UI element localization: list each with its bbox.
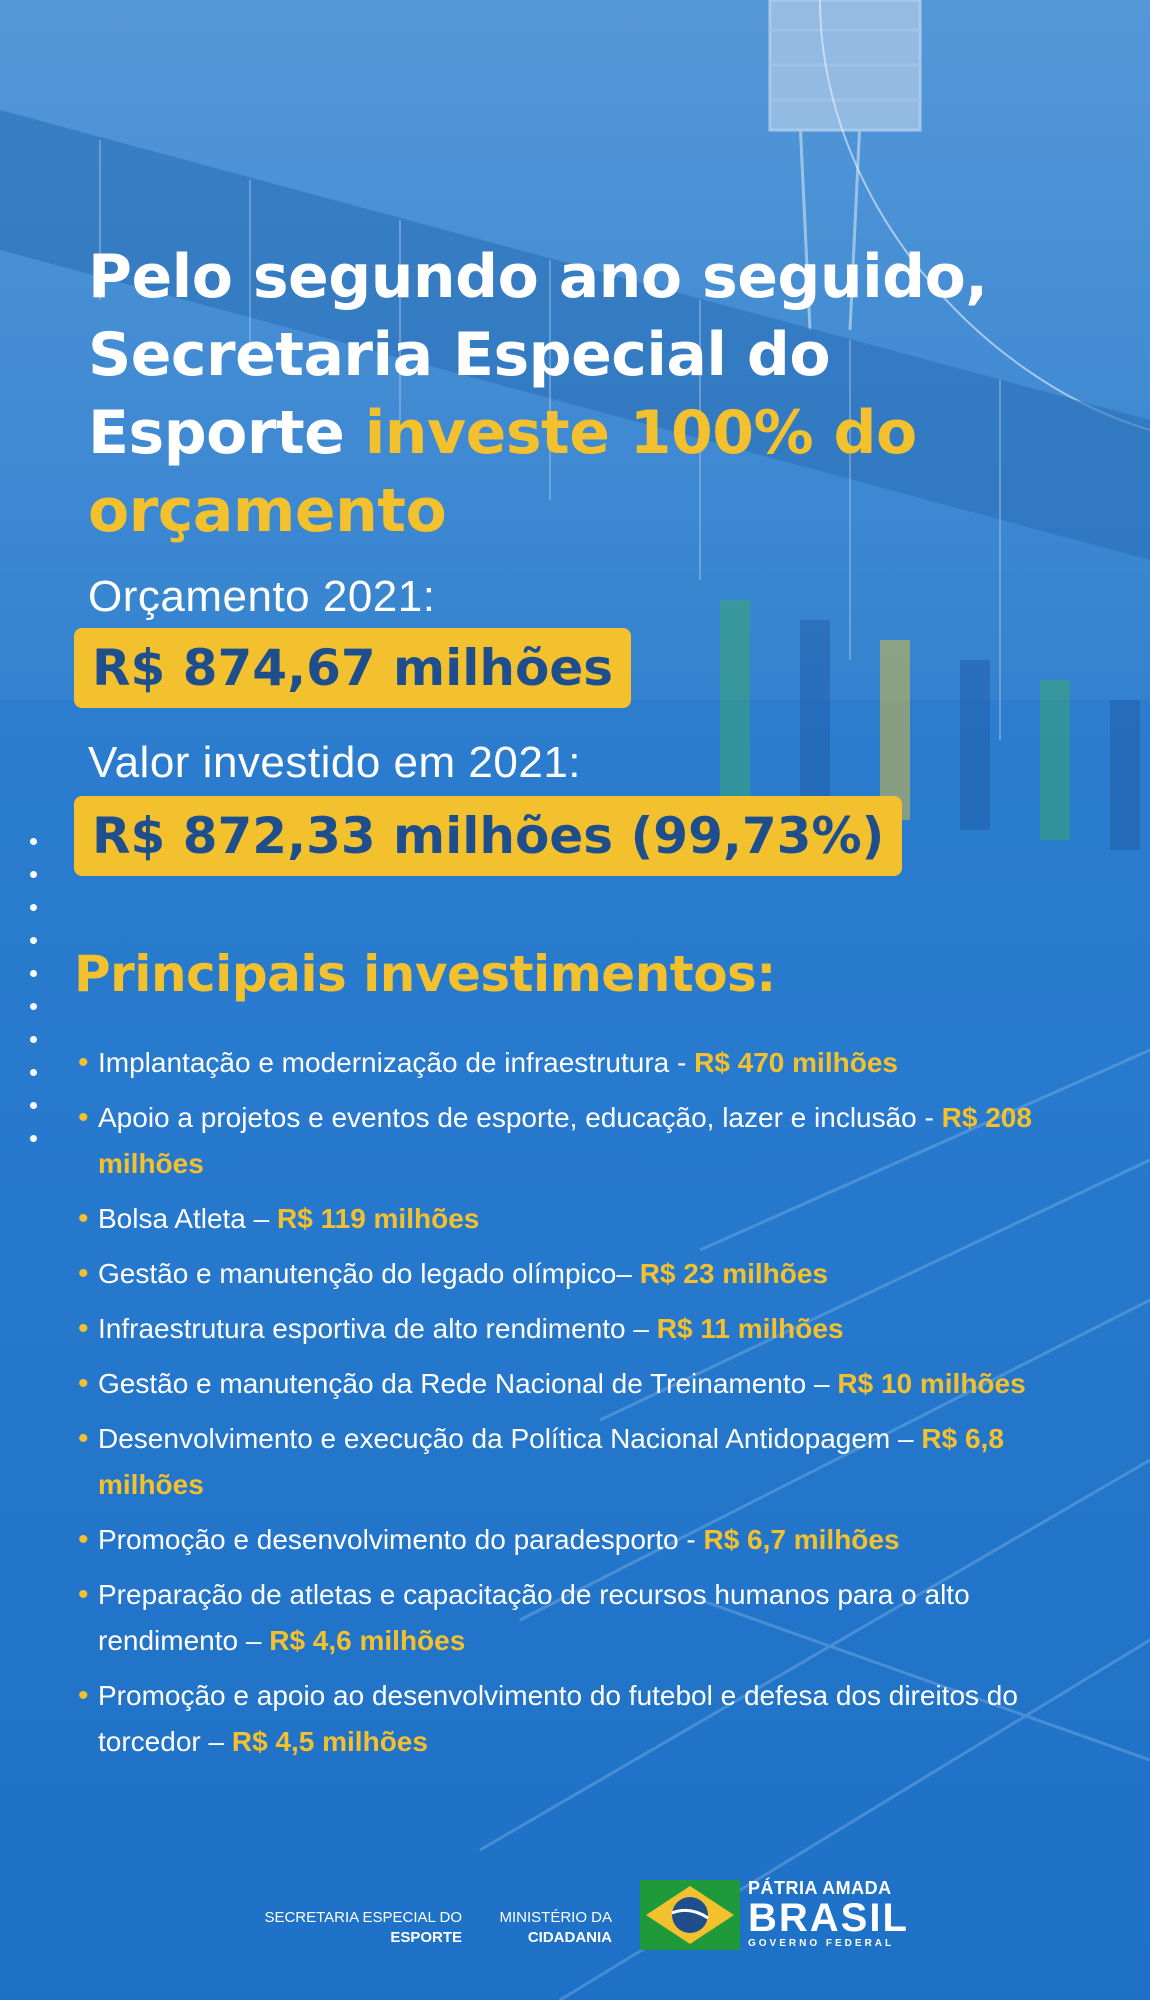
- bullet-icon: •: [78, 1367, 89, 1400]
- bullet-icon: •: [78, 1202, 89, 1235]
- ministerio-line-1: MINISTÉRIO DA: [499, 1909, 612, 1926]
- investment-item-value: R$ 6,7 milhões: [703, 1524, 900, 1555]
- headline: [88, 238, 1108, 550]
- budget-label: Orçamento 2021:: [88, 572, 436, 621]
- investment-item-text: Promoção e apoio ao desenvolvimento do futebol e defesa dos direitos do torcedor –: [98, 1680, 1018, 1757]
- investments-list: [78, 1040, 1078, 1774]
- invested-label: Valor investido em 2021:: [88, 738, 582, 787]
- bullet-icon: •: [78, 1523, 89, 1556]
- investment-item: [78, 1361, 1078, 1407]
- headline-line-1: Pelo segundo ano seguido,: [88, 242, 988, 312]
- ministerio-logo-text: [470, 1908, 612, 1948]
- investment-item-value: R$ 119 milhões: [277, 1203, 480, 1234]
- investment-item-value: R$ 23 milhões: [639, 1258, 829, 1289]
- investment-item: [78, 1517, 1078, 1563]
- investment-item-value: R$ 470 milhões: [694, 1047, 898, 1078]
- bullet-icon: •: [78, 1046, 89, 1079]
- investment-item-text: Preparação de atletas e capacitação de recursos humanos para o alto rendimento –: [98, 1579, 970, 1656]
- investment-item-value: R$ 4,5 milhões: [231, 1726, 428, 1757]
- investments-title: Principais investimentos:: [74, 945, 776, 1003]
- investment-item-value: R$ 6,8 milhões: [98, 1423, 1004, 1500]
- ministerio-line-2: CIDADANIA: [527, 1929, 612, 1946]
- footer: [0, 1870, 1150, 1970]
- headline-line-3: [88, 394, 1108, 472]
- invested-value-badge: R$ 872,33 milhões (99,73%): [74, 796, 902, 876]
- headline-line-4: orçamento: [88, 476, 447, 546]
- patria-amada-brasil-logo: [748, 1878, 909, 1950]
- investment-item-text: Implantação e modernização de infraestrutura -: [98, 1047, 695, 1078]
- headline-line-3-white: Esporte: [88, 398, 345, 468]
- investment-item-value: R$ 4,6 milhões: [269, 1625, 466, 1656]
- investment-item: [78, 1572, 1078, 1664]
- secretaria-line-1: SECRETARIA ESPECIAL DO: [264, 1909, 462, 1926]
- investment-item: [78, 1306, 1078, 1352]
- logo-line-1: PÁTRIA AMADA: [748, 1878, 892, 1898]
- investment-item-text: Desenvolvimento e execução da Política Nacional Antidopagem –: [98, 1423, 922, 1454]
- bullet-icon: •: [78, 1422, 89, 1455]
- budget-value-badge: R$ 874,67 milhões: [74, 628, 631, 708]
- headline-line-2: Secretaria Especial do: [88, 320, 831, 390]
- logo-line-3: GOVERNO FEDERAL: [748, 1938, 895, 1949]
- investment-item: [78, 1095, 1078, 1187]
- investment-item-value: R$ 10 milhões: [837, 1368, 1026, 1399]
- investment-item-value: R$ 11 milhões: [656, 1313, 844, 1344]
- investment-item-value: R$ 208 milhões: [98, 1102, 1032, 1179]
- investment-item: [78, 1416, 1078, 1508]
- secretaria-logo-text: [200, 1908, 462, 1948]
- secretaria-line-2: ESPORTE: [390, 1929, 462, 1946]
- investment-item-text: Apoio a projetos e eventos de esporte, educação, lazer e inclusão -: [98, 1102, 942, 1133]
- bullet-icon: •: [78, 1578, 89, 1611]
- investment-item: [78, 1040, 1078, 1086]
- decorative-dots: [30, 838, 40, 1168]
- logo-line-2: BRASIL: [748, 1896, 909, 1940]
- investment-item-text: Promoção e desenvolvimento do paradesporto -: [98, 1524, 704, 1555]
- investment-item: [78, 1251, 1078, 1297]
- bullet-icon: •: [78, 1101, 89, 1134]
- headline-line-3-highlight: investe 100% do: [364, 398, 917, 468]
- investment-item-text: Infraestrutura esportiva de alto rendimento –: [98, 1313, 657, 1344]
- bullet-icon: •: [78, 1257, 89, 1290]
- investment-item: [78, 1196, 1078, 1242]
- investment-item: [78, 1673, 1078, 1765]
- investment-item-text: Gestão e manutenção da Rede Nacional de Treinamento –: [98, 1368, 838, 1399]
- bullet-icon: •: [78, 1312, 89, 1345]
- bullet-icon: •: [78, 1679, 89, 1712]
- investment-item-text: Bolsa Atleta –: [98, 1203, 278, 1234]
- brazil-flag-logo-icon: [640, 1880, 740, 1950]
- investment-item-text: Gestão e manutenção do legado olímpico–: [98, 1258, 640, 1289]
